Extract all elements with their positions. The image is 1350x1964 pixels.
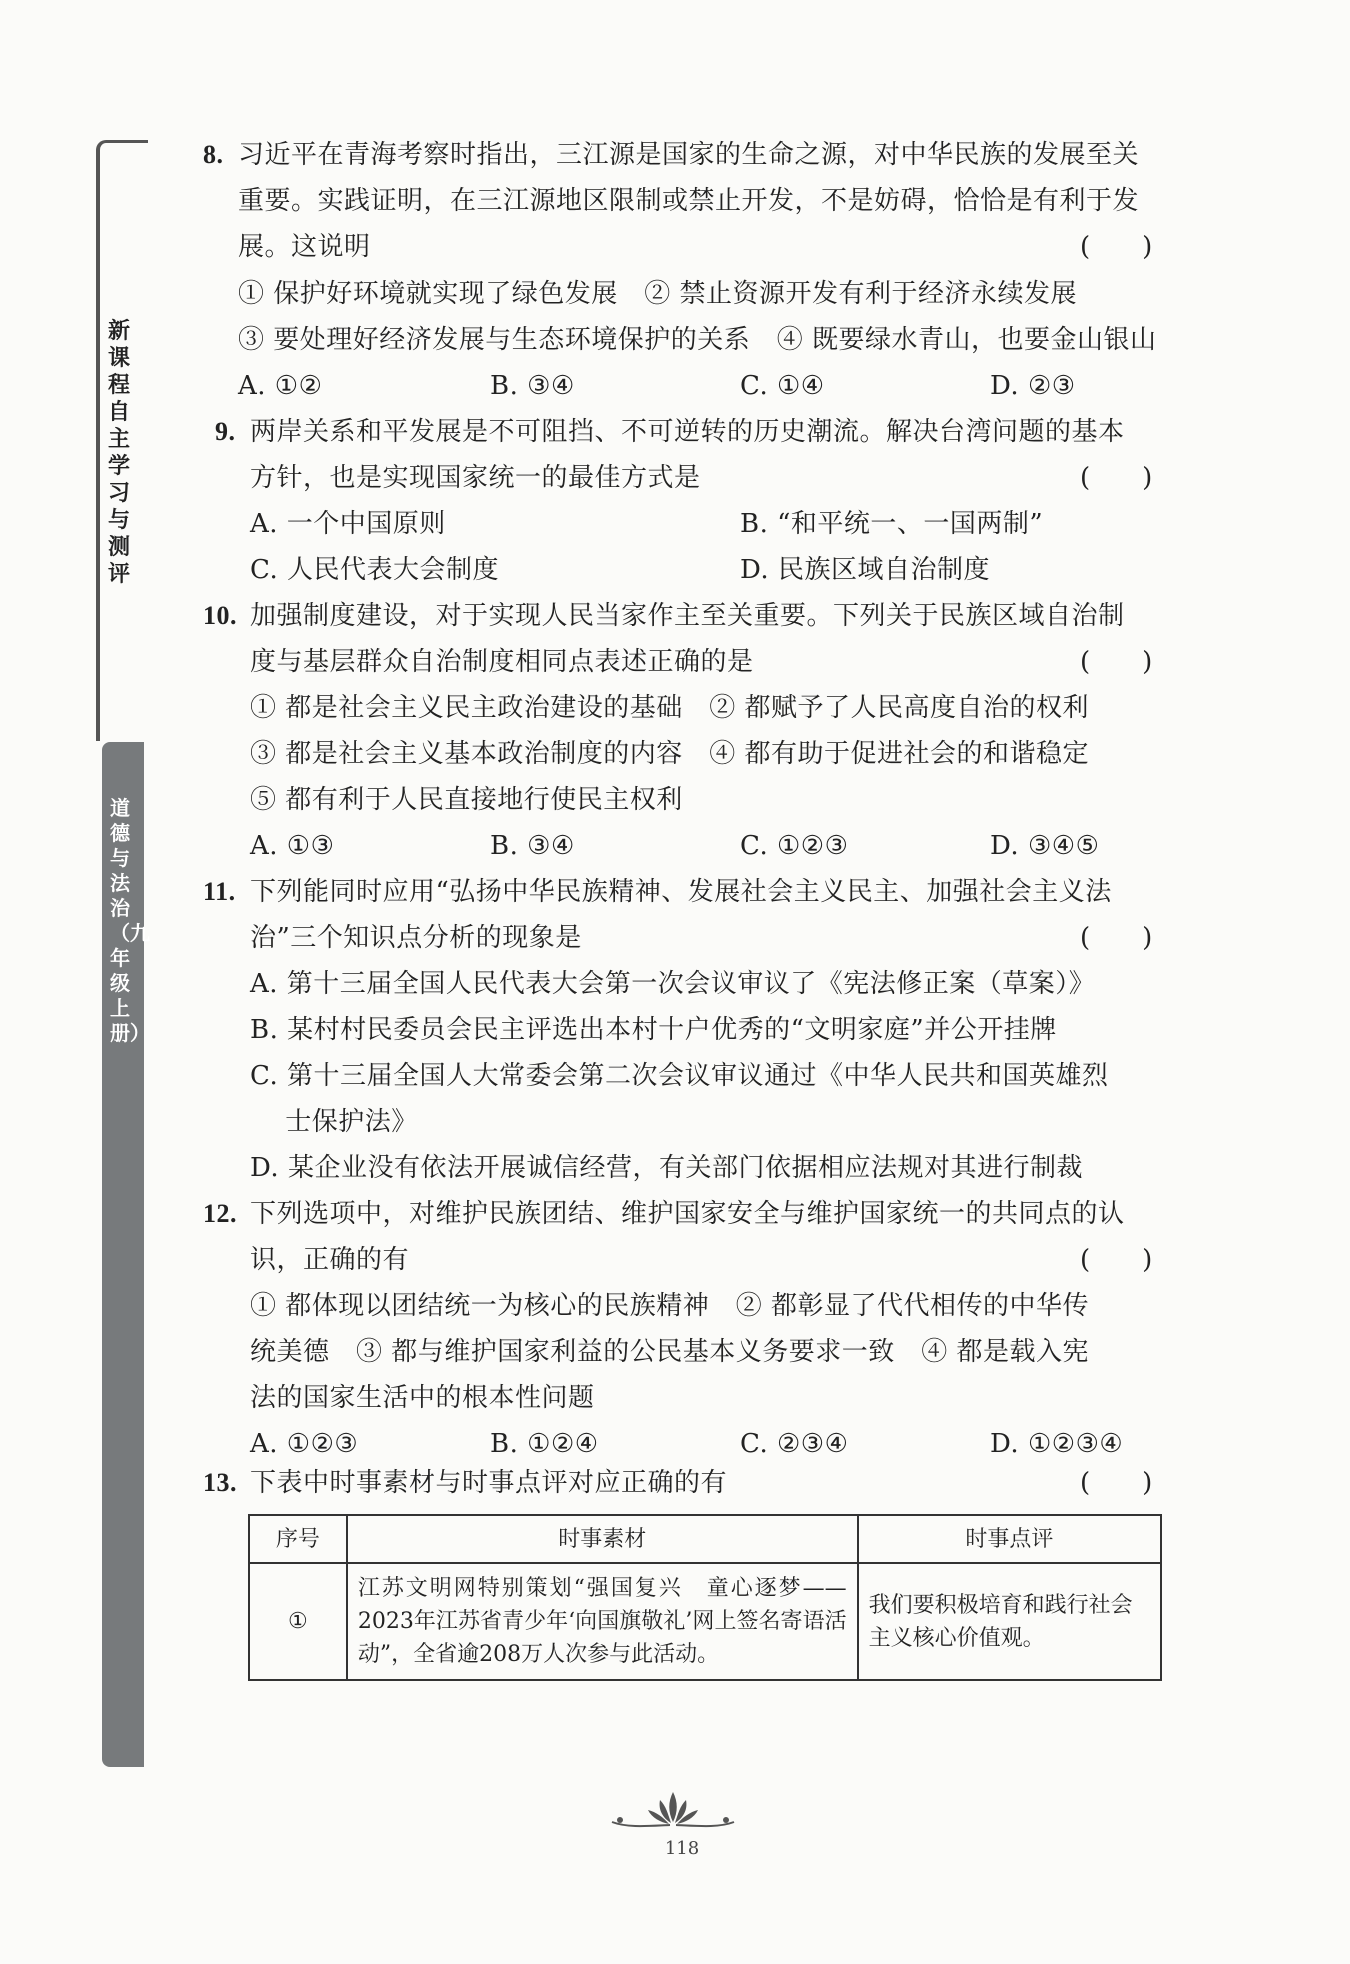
q11-option-a: A. 第十三届全国人民代表大会第一次会议审议了《宪法修正案（草案）》 bbox=[250, 969, 1096, 999]
q12-option-line-2: 统美德 ③ 都与维护国家利益的公民基本义务要求一致 ④ 都是载入宪 bbox=[250, 1337, 1090, 1367]
q12-choice-d: D. ①②③④ bbox=[990, 1429, 1124, 1459]
q8-number: 8. bbox=[203, 140, 224, 169]
q11-stem-line-1: 下列能同时应用“弘扬中华民族精神、发展社会主义民主、加强社会主义法 bbox=[250, 877, 1112, 907]
q12-stem-line-2: 识，正确的有 bbox=[250, 1245, 410, 1275]
q11-answer-blank: ( ) bbox=[1080, 923, 1153, 953]
q10-option-line-2: ③ 都是社会主义基本政治制度的内容 ④ 都有助于促进社会的和谐稳定 bbox=[250, 739, 1090, 769]
q10-option-line-1: ① 都是社会主义民主政治建设的基础 ② 都赋予了人民高度自治的权利 bbox=[250, 693, 1090, 723]
q8-choice-b: B. ③④ bbox=[490, 371, 575, 401]
q12-stem-line-1: 下列选项中，对维护民族团结、维护国家安全与维护国家统一的共同点的认 bbox=[250, 1199, 1125, 1229]
sidebar-book-title: 新课程自主学习与测评 bbox=[108, 319, 131, 587]
table-cell-comment: 我们要积极培育和践行社会主义核心价值观。 bbox=[858, 1563, 1161, 1680]
q11-number: 11. bbox=[203, 877, 236, 906]
q10-stem-line-2: 度与基层群众自治制度相同点表述正确的是 bbox=[250, 647, 754, 677]
q8-option-line-1: ① 保护好环境就实现了绿色发展 ② 禁止资源开发有利于经济永续发展 bbox=[238, 279, 1078, 309]
table-cell-material: 江苏文明网特别策划“强国复兴 童心逐梦——2023年江苏省青少年‘向国旗敬礼’网上签名寄语活动”，全省逾208万人次参与此活动。 bbox=[347, 1563, 858, 1680]
q13-number: 13. bbox=[203, 1468, 237, 1497]
table-row bbox=[249, 1563, 1161, 1680]
q10-stem-line-1: 加强制度建设，对于实现人民当家作主至关重要。下列关于民族区域自治制 bbox=[250, 601, 1125, 631]
q12-answer-blank: ( ) bbox=[1080, 1245, 1153, 1275]
q10-option-line-3: ⑤ 都有利于人民直接地行使民主权利 bbox=[250, 785, 683, 815]
current-events-table bbox=[248, 1514, 1162, 1681]
sidebar-subject-label: 道德与法治（九年级上册） bbox=[110, 796, 150, 1045]
table-header-row bbox=[249, 1515, 1161, 1563]
q8-stem-line-2: 重要。实践证明，在三江源地区限制或禁止开发，不是妨碍，恰恰是有利于发 bbox=[238, 186, 1140, 216]
q11-stem-line-2: 治”三个知识点分析的现象是 bbox=[250, 923, 582, 953]
q10-choice-a: A. ①③ bbox=[250, 831, 335, 861]
q10-choice-b: B. ③④ bbox=[490, 831, 575, 861]
q9-choice-c: C. 人民代表大会制度 bbox=[250, 555, 499, 585]
floral-ornament-icon bbox=[608, 1788, 738, 1834]
q11-option-d: D. 某企业没有依法开展诚信经营，有关部门依据相应法规对其进行制裁 bbox=[250, 1153, 1083, 1183]
q8-choice-a: A. ①② bbox=[238, 371, 323, 401]
q12-choice-b: B. ①②④ bbox=[490, 1429, 599, 1459]
q13-answer-blank: ( ) bbox=[1080, 1468, 1153, 1498]
q9-number: 9. bbox=[215, 417, 236, 446]
q9-stem-line-2: 方针，也是实现国家统一的最佳方式是 bbox=[250, 463, 701, 493]
q8-option-line-2: ③ 要处理好经济发展与生态环境保护的关系 ④ 既要绿水青山，也要金山银山 bbox=[238, 325, 1157, 355]
q9-choice-b: B. “和平统一、一国两制” bbox=[740, 509, 1044, 539]
q12-option-line-1: ① 都体现以团结统一为核心的民族精神 ② 都彰显了代代相传的中华传 bbox=[250, 1291, 1090, 1321]
table-cell-number: ① bbox=[249, 1563, 347, 1680]
q10-choice-c: C. ①②③ bbox=[740, 831, 849, 861]
q9-choice-d: D. 民族区域自治制度 bbox=[740, 555, 990, 585]
q8-stem-line-3: 展。这说明 bbox=[238, 232, 371, 262]
q11-option-c-cont: 士保护法》 bbox=[250, 1107, 418, 1137]
q11-option-c: C. 第十三届全国人大常委会第二次会议审议通过《中华人民共和国英雄烈 bbox=[250, 1061, 1109, 1091]
q9-stem-line-1: 两岸关系和平发展是不可阻挡、不可逆转的历史潮流。解决台湾问题的基本 bbox=[250, 417, 1125, 447]
q9-answer-blank: ( ) bbox=[1080, 463, 1153, 493]
table-header-material: 时事素材 bbox=[347, 1515, 858, 1563]
table-header-comment: 时事点评 bbox=[858, 1515, 1161, 1563]
q10-answer-blank: ( ) bbox=[1080, 647, 1153, 677]
q12-choice-c: C. ②③④ bbox=[740, 1429, 849, 1459]
table-header-number: 序号 bbox=[249, 1515, 347, 1563]
page-number: 118 bbox=[664, 1838, 700, 1859]
q11-option-b: B. 某村村民委员会民主评选出本村十户优秀的“文明家庭”并公开挂牌 bbox=[250, 1015, 1057, 1045]
q10-choice-d: D. ③④⑤ bbox=[990, 831, 1100, 861]
q8-choice-c: C. ①④ bbox=[740, 371, 825, 401]
q8-answer-blank: ( ) bbox=[1080, 232, 1153, 262]
q13-stem-line-1: 下表中时事素材与时事点评对应正确的有 bbox=[250, 1468, 728, 1498]
q10-number: 10. bbox=[203, 601, 237, 630]
q8-choice-d: D. ②③ bbox=[990, 371, 1076, 401]
q9-choice-a: A. 一个中国原则 bbox=[250, 509, 446, 539]
q12-option-line-3: 法的国家生活中的根本性问题 bbox=[250, 1383, 595, 1413]
q12-number: 12. bbox=[203, 1199, 237, 1228]
q8-stem-line-1: 习近平在青海考察时指出，三江源是国家的生命之源，对中华民族的发展至关 bbox=[238, 140, 1140, 170]
q12-choice-a: A. ①②③ bbox=[250, 1429, 359, 1459]
